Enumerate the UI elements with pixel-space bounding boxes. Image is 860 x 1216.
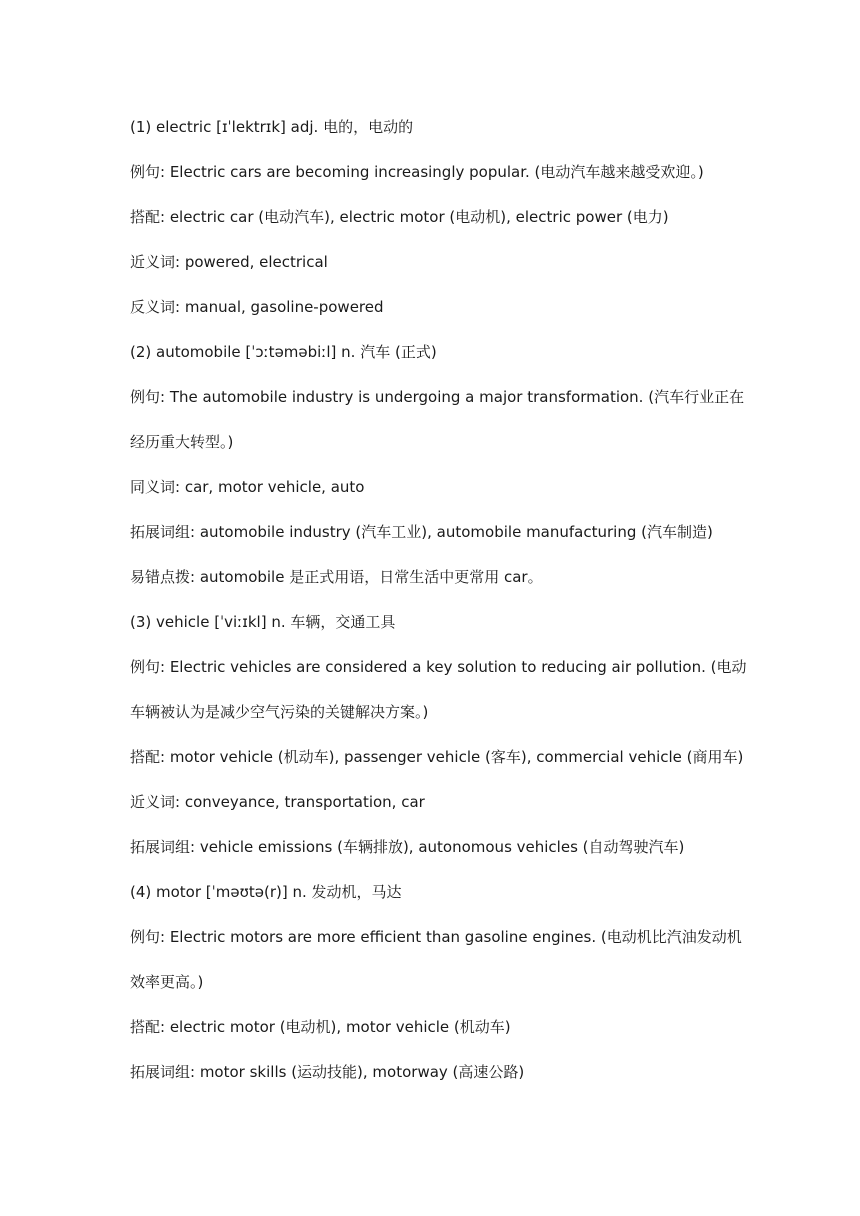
example-sentence-continued: 效率更高。) bbox=[130, 973, 204, 991]
entry-heading-automobile: (2) automobile [ˈɔːtəməbiːl] n. 汽车 (正式) bbox=[130, 343, 437, 361]
example-sentence: 例句: The automobile industry is undergoing a major transformation. (汽车行业正在 bbox=[130, 388, 745, 406]
collocations: 搭配: electric car (电动汽车), electric motor (电动机), electric power (电力) bbox=[130, 208, 669, 226]
example-sentence-continued: 车辆被认为是减少空气污染的关键解决方案。) bbox=[130, 703, 429, 721]
extended-phrases: 拓展词组: automobile industry (汽车工业), automobile manufacturing (汽车制造) bbox=[130, 523, 713, 541]
synonyms: 同义词: car, motor vehicle, auto bbox=[130, 478, 365, 496]
collocations: 搭配: motor vehicle (机动车), passenger vehicle (客车), commercial vehicle (商用车) bbox=[130, 748, 744, 766]
entry-heading-motor: (4) motor [ˈməʊtə(r)] n. 发动机，马达 bbox=[130, 883, 402, 901]
synonyms: 近义词: conveyance, transportation, car bbox=[130, 793, 425, 811]
document-body bbox=[130, 105, 750, 1095]
synonyms: 近义词: powered, electrical bbox=[130, 253, 328, 271]
example-sentence: 例句: Electric motors are more efficient than gasoline engines. (电动机比汽油发动机 bbox=[130, 928, 742, 946]
extended-phrases: 拓展词组: vehicle emissions (车辆排放), autonomous vehicles (自动驾驶汽车) bbox=[130, 838, 685, 856]
collocations: 搭配: electric motor (电动机), motor vehicle (机动车) bbox=[130, 1018, 511, 1036]
antonyms: 反义词: manual, gasoline-powered bbox=[130, 298, 384, 316]
common-mistake-tip: 易错点拨: automobile 是正式用语，日常生活中更常用 car。 bbox=[130, 568, 543, 586]
entry-heading-electric: (1) electric [ɪˈlektrɪk] adj. 电的，电动的 bbox=[130, 118, 414, 136]
example-sentence-continued: 经历重大转型。) bbox=[130, 433, 234, 451]
example-sentence: 例句: Electric cars are becoming increasingly popular. (电动汽车越来越受欢迎。) bbox=[130, 163, 704, 181]
example-sentence: 例句: Electric vehicles are considered a key solution to reducing air pollution. (电动 bbox=[130, 658, 747, 676]
entry-heading-vehicle: (3) vehicle [ˈviːɪkl] n. 车辆，交通工具 bbox=[130, 613, 396, 631]
extended-phrases: 拓展词组: motor skills (运动技能), motorway (高速公路) bbox=[130, 1063, 525, 1081]
